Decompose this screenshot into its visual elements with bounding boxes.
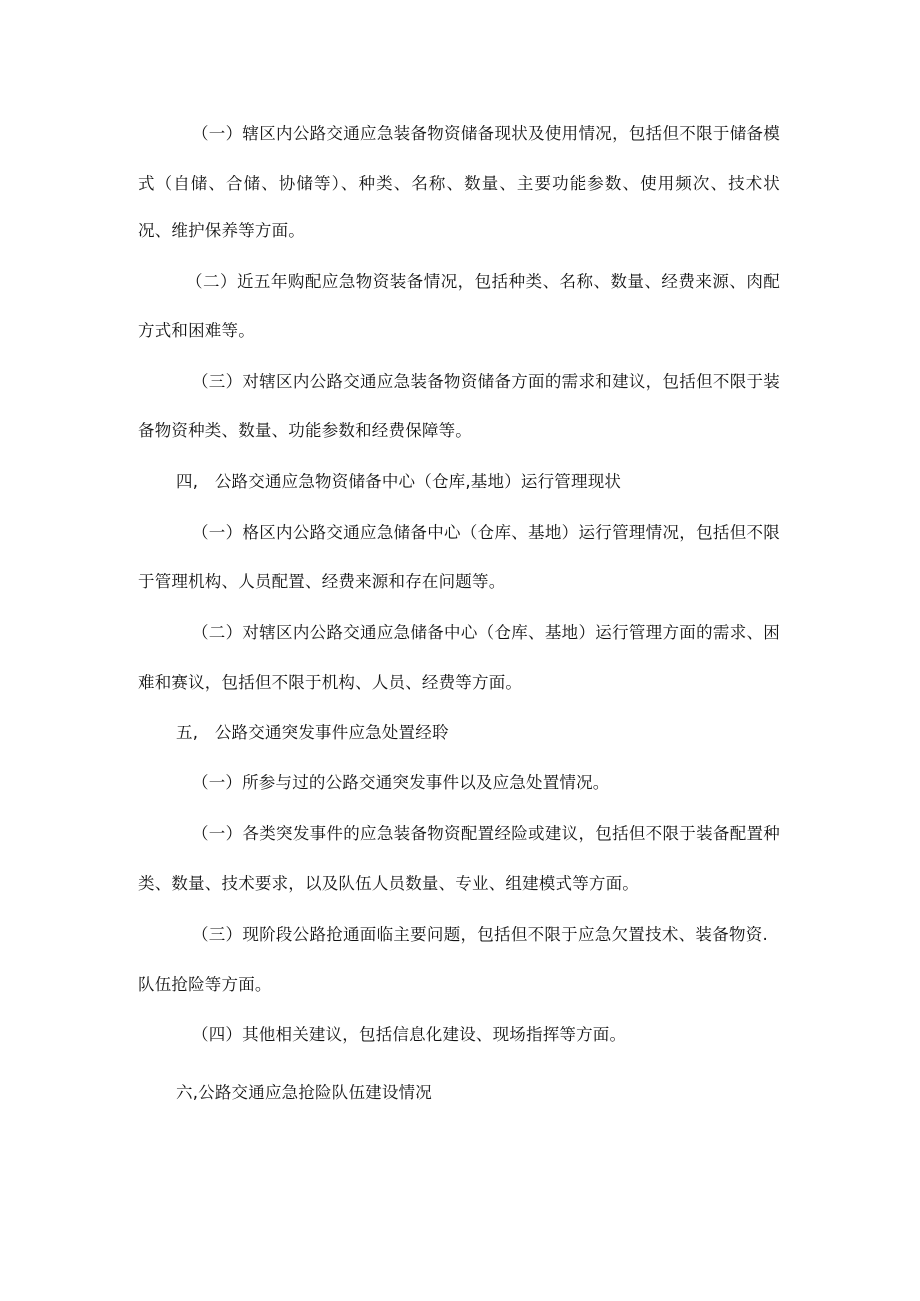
paragraph-7-line-2: 类、数量、技术要求，以及队伍人员数量、专业、组建模式等方面。: [138, 874, 639, 893]
paragraph-1-line-1: （一）辖区内公路交通应急装备物资储备现状及使用情况，包括但不限于储备模: [192, 124, 780, 143]
paragraph-5-line-2: 难和赛议，包括但不限于机构、人员、经费等方面。: [138, 673, 523, 692]
section-heading-4: 四, 公路交通应急物资储备中心（仓库,基地）运行管理现状: [176, 472, 622, 491]
section-heading-6: 六,公路交通应急抢险队伍建设情况: [176, 1083, 432, 1102]
paragraph-7-line-1: （一）各类突发事件的应急装备物资配置经险或建议，包括但不限于装备配置种: [192, 824, 780, 843]
paragraph-6-line-1: （一）所参与过的公路交通突发事件以及应急处置情况。: [192, 773, 610, 792]
paragraph-2-line-2: 方式和困难等。: [138, 321, 255, 340]
paragraph-9-line-1: （四）其他相关建议，包括信息化建设、现场指挥等方面。: [192, 1025, 627, 1044]
paragraph-3-line-2: 备物资种类、数量、功能参数和经费保障等。: [138, 421, 472, 440]
paragraph-1-line-2: 式（自储、合储、协储等）、种类、名称、数量、主要功能参数、使用频次、技术状: [138, 174, 780, 193]
paragraph-8-line-1: （三）现阶段公路抢通面临主要问题，包括但不限于应急欠置技术、装备物资.: [192, 925, 768, 944]
paragraph-5-line-1: （二）对辖区内公路交通应急储备中心（仓库、基地）运行管理方面的需求、困: [192, 623, 780, 642]
paragraph-4-line-1: （一）格区内公路交通应急储备中心（仓库、基地）运行管理情况，包括但不限: [192, 523, 780, 542]
paragraph-1-line-3: 况、维护保养等方面。: [138, 221, 305, 240]
section-heading-5: 五, 公路交通突发事件应急处置经聆: [176, 723, 449, 742]
paragraph-8-line-2: 队伍抢险等方面。: [138, 975, 272, 994]
paragraph-4-line-2: 于管理机构、人员配置、经费来源和存在问题等。: [138, 572, 506, 591]
paragraph-3-line-1: （三）对辖区内公路交通应急装备物资储备方面的需求和建议，包括但不限于装: [192, 372, 780, 391]
paragraph-2-line-1: （二）近五年购配应急物资装备情况，包括种类、名称、数量、经费来源、肉配: [186, 272, 780, 291]
